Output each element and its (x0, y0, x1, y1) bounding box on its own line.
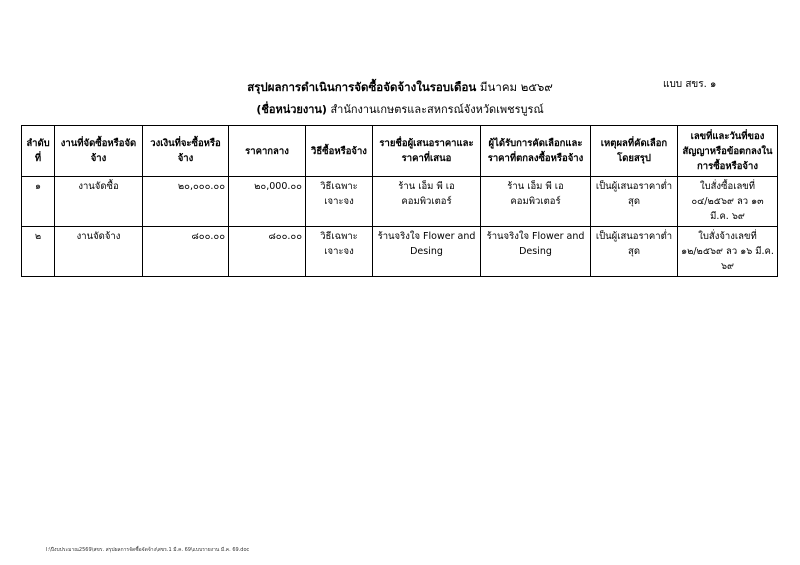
file-path-footer: I:\ปีงบประมาณ2569\สขร. สรุปผลการจัดซื้อจัดจ้าง\สขร.1 มี.ค. 69\แบบรายงาน มี.ค. 69.doc (46, 547, 250, 553)
budget-amount: ๒๐,๐๐๐.๐๐ (143, 177, 229, 227)
page-title (0, 79, 800, 97)
title-text: สรุปผลการดำเนินการจัดซื้อจัดจ้างในรอบเดือน (247, 80, 477, 94)
budget-amount: ๘๐๐.๐๐ (143, 227, 229, 277)
selected-vendor: ร้านจริงใจ Flower and Desing (481, 227, 591, 277)
row-number: ๑ (22, 177, 55, 227)
column-header: ราคากลาง (229, 126, 306, 177)
column-header: เหตุผลที่คัดเลือกโดยสรุป (591, 126, 678, 177)
selection-reason: เป็นผู้เสนอราคาต่ำสุด (591, 177, 678, 227)
table-row (22, 227, 778, 277)
bidders: ร้านจริงใจ Flower and Desing (373, 227, 481, 277)
column-header: ลำดับที่ (22, 126, 55, 177)
column-header: งานที่จัดซื้อหรือจัดจ้าง (55, 126, 143, 177)
contract-reference: ใบสั่งซื้อเลขที่ ๐๔/๒๕๖๙ ลว ๑๓ มี.ค. ๖๙ (678, 177, 778, 227)
table-header-row (22, 126, 778, 177)
bidders: ร้าน เอ็ม พี เอ คอมพิวเตอร์ (373, 177, 481, 227)
median-price: ๘๐๐.๐๐ (229, 227, 306, 277)
column-header: เลขที่และวันที่ของสัญญาหรือข้อตกลงในการซื้อหรือจ้าง (678, 126, 778, 177)
selection-reason: เป็นผู้เสนอราคาต่ำสุด (591, 227, 678, 277)
median-price: ๒๐,000.๐๐ (229, 177, 306, 227)
procurement-method: วิธีเฉพาะเจาะจง (306, 177, 373, 227)
page-subtitle (0, 100, 800, 118)
form-code: แบบ สขร. ๑ (663, 79, 717, 90)
procurement-item: งานจัดจ้าง (55, 227, 143, 277)
procurement-method: วิธีเฉพาะเจาะจง (306, 227, 373, 277)
title-month: มีนาคม ๒๕๖๙ (479, 80, 553, 94)
procurement-summary-table (21, 125, 778, 277)
table-row (22, 177, 778, 227)
column-header: รายชื่อผู้เสนอราคาและราคาที่เสนอ (373, 126, 481, 177)
unit-name: สำนักงานเกษตรและสหกรณ์จังหวัดเพชรบูรณ์ (330, 103, 544, 116)
contract-reference: ใบสั่งจ้างเลขที่ ๑๒/๒๕๖๙ ลว ๑๖ มี.ค. ๖๙ (678, 227, 778, 277)
column-header: ผู้ได้รับการคัดเลือกและราคาที่ตกลงซื้อหรือจ้าง (481, 126, 591, 177)
row-number: ๒ (22, 227, 55, 277)
procurement-item: งานจัดซื้อ (55, 177, 143, 227)
column-header: วงเงินที่จะซื้อหรือจ้าง (143, 126, 229, 177)
selected-vendor: ร้าน เอ็ม พี เอ คอมพิวเตอร์ (481, 177, 591, 227)
unit-label: (ชื่อหน่วยงาน) (256, 103, 327, 116)
column-header: วิธีซื้อหรือจ้าง (306, 126, 373, 177)
